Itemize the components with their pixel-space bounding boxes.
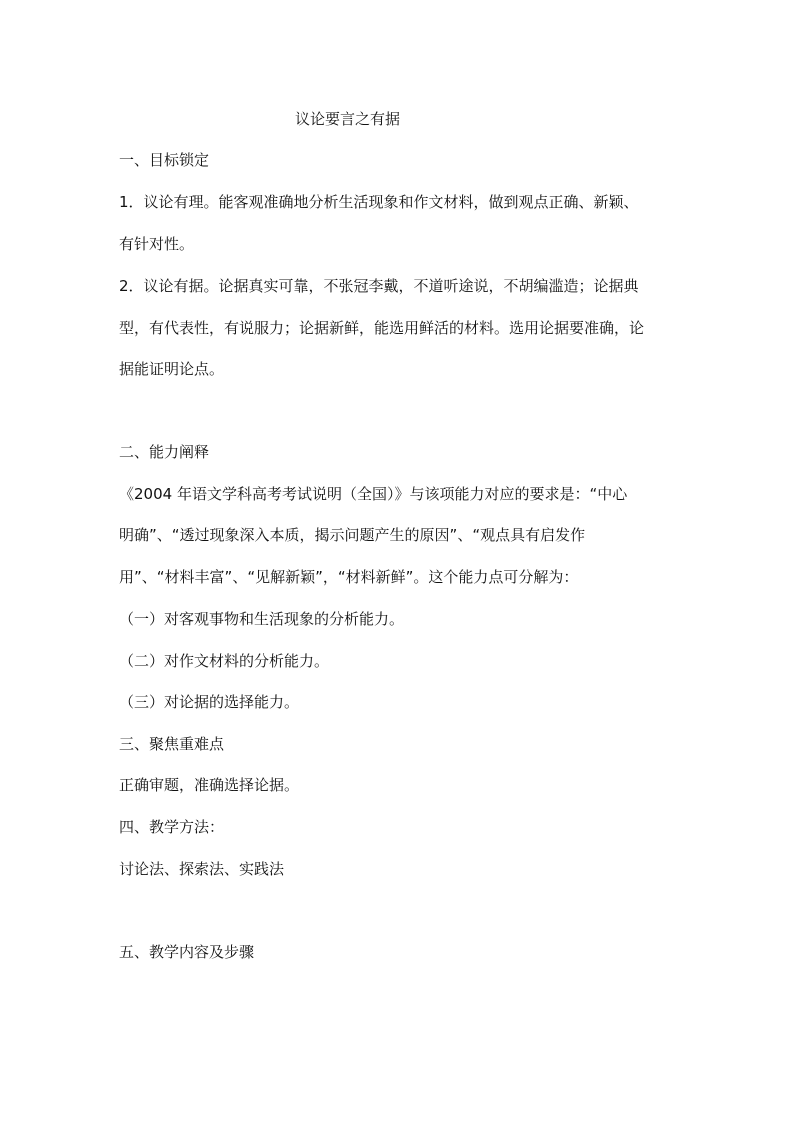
section1-item2-line3: 据能证明论点。 <box>119 360 225 378</box>
section2-sub2: （二）对作文材料的分析能力。 <box>119 652 330 670</box>
section1-item2-line2: 型，有代表性，有说服力；论据新鲜，能选用鲜活的材料。选用论据要准确，论 <box>119 319 645 337</box>
section1-item2-line1: 2．议论有据。论据真实可靠，不张冠李戴，不道听途说，不胡编滥造；论据典 <box>119 277 639 295</box>
section2-para-line2: 明确”、“透过现象深入本质，揭示问题产生的原因”、“观点具有启发作 <box>119 526 586 544</box>
section2-para-line1: 《2004 年语文学科高考考试说明（全国）》与该项能力对应的要求是：“中心 <box>119 485 628 503</box>
section3-heading: 三、聚焦重难点 <box>119 735 225 753</box>
section3-text: 正确审题，准确选择论据。 <box>119 776 300 794</box>
section2-heading: 二、能力阐释 <box>119 443 210 461</box>
document-title: 议论要言之有据 <box>295 110 401 128</box>
section2-sub1: （一）对客观事物和生活现象的分析能力。 <box>119 610 405 628</box>
section4-text: 讨论法、探索法、实践法 <box>119 860 285 878</box>
section1-item1-line2: 有针对性。 <box>119 235 195 253</box>
section2-sub3: （三）对论据的选择能力。 <box>119 693 300 711</box>
section1-heading: 一、目标锁定 <box>119 151 210 169</box>
section1-item1-line1: 1．议论有理。能客观准确地分析生活现象和作文材料，做到观点正确、新颖、 <box>119 193 639 211</box>
section5-heading: 五、教学内容及步骤 <box>119 943 255 961</box>
section4-heading: 四、教学方法： <box>119 818 225 836</box>
section2-para-line3: 用”、“材料丰富”、“见解新颖”，“材料新鲜”。这个能力点可分解为： <box>119 568 579 586</box>
